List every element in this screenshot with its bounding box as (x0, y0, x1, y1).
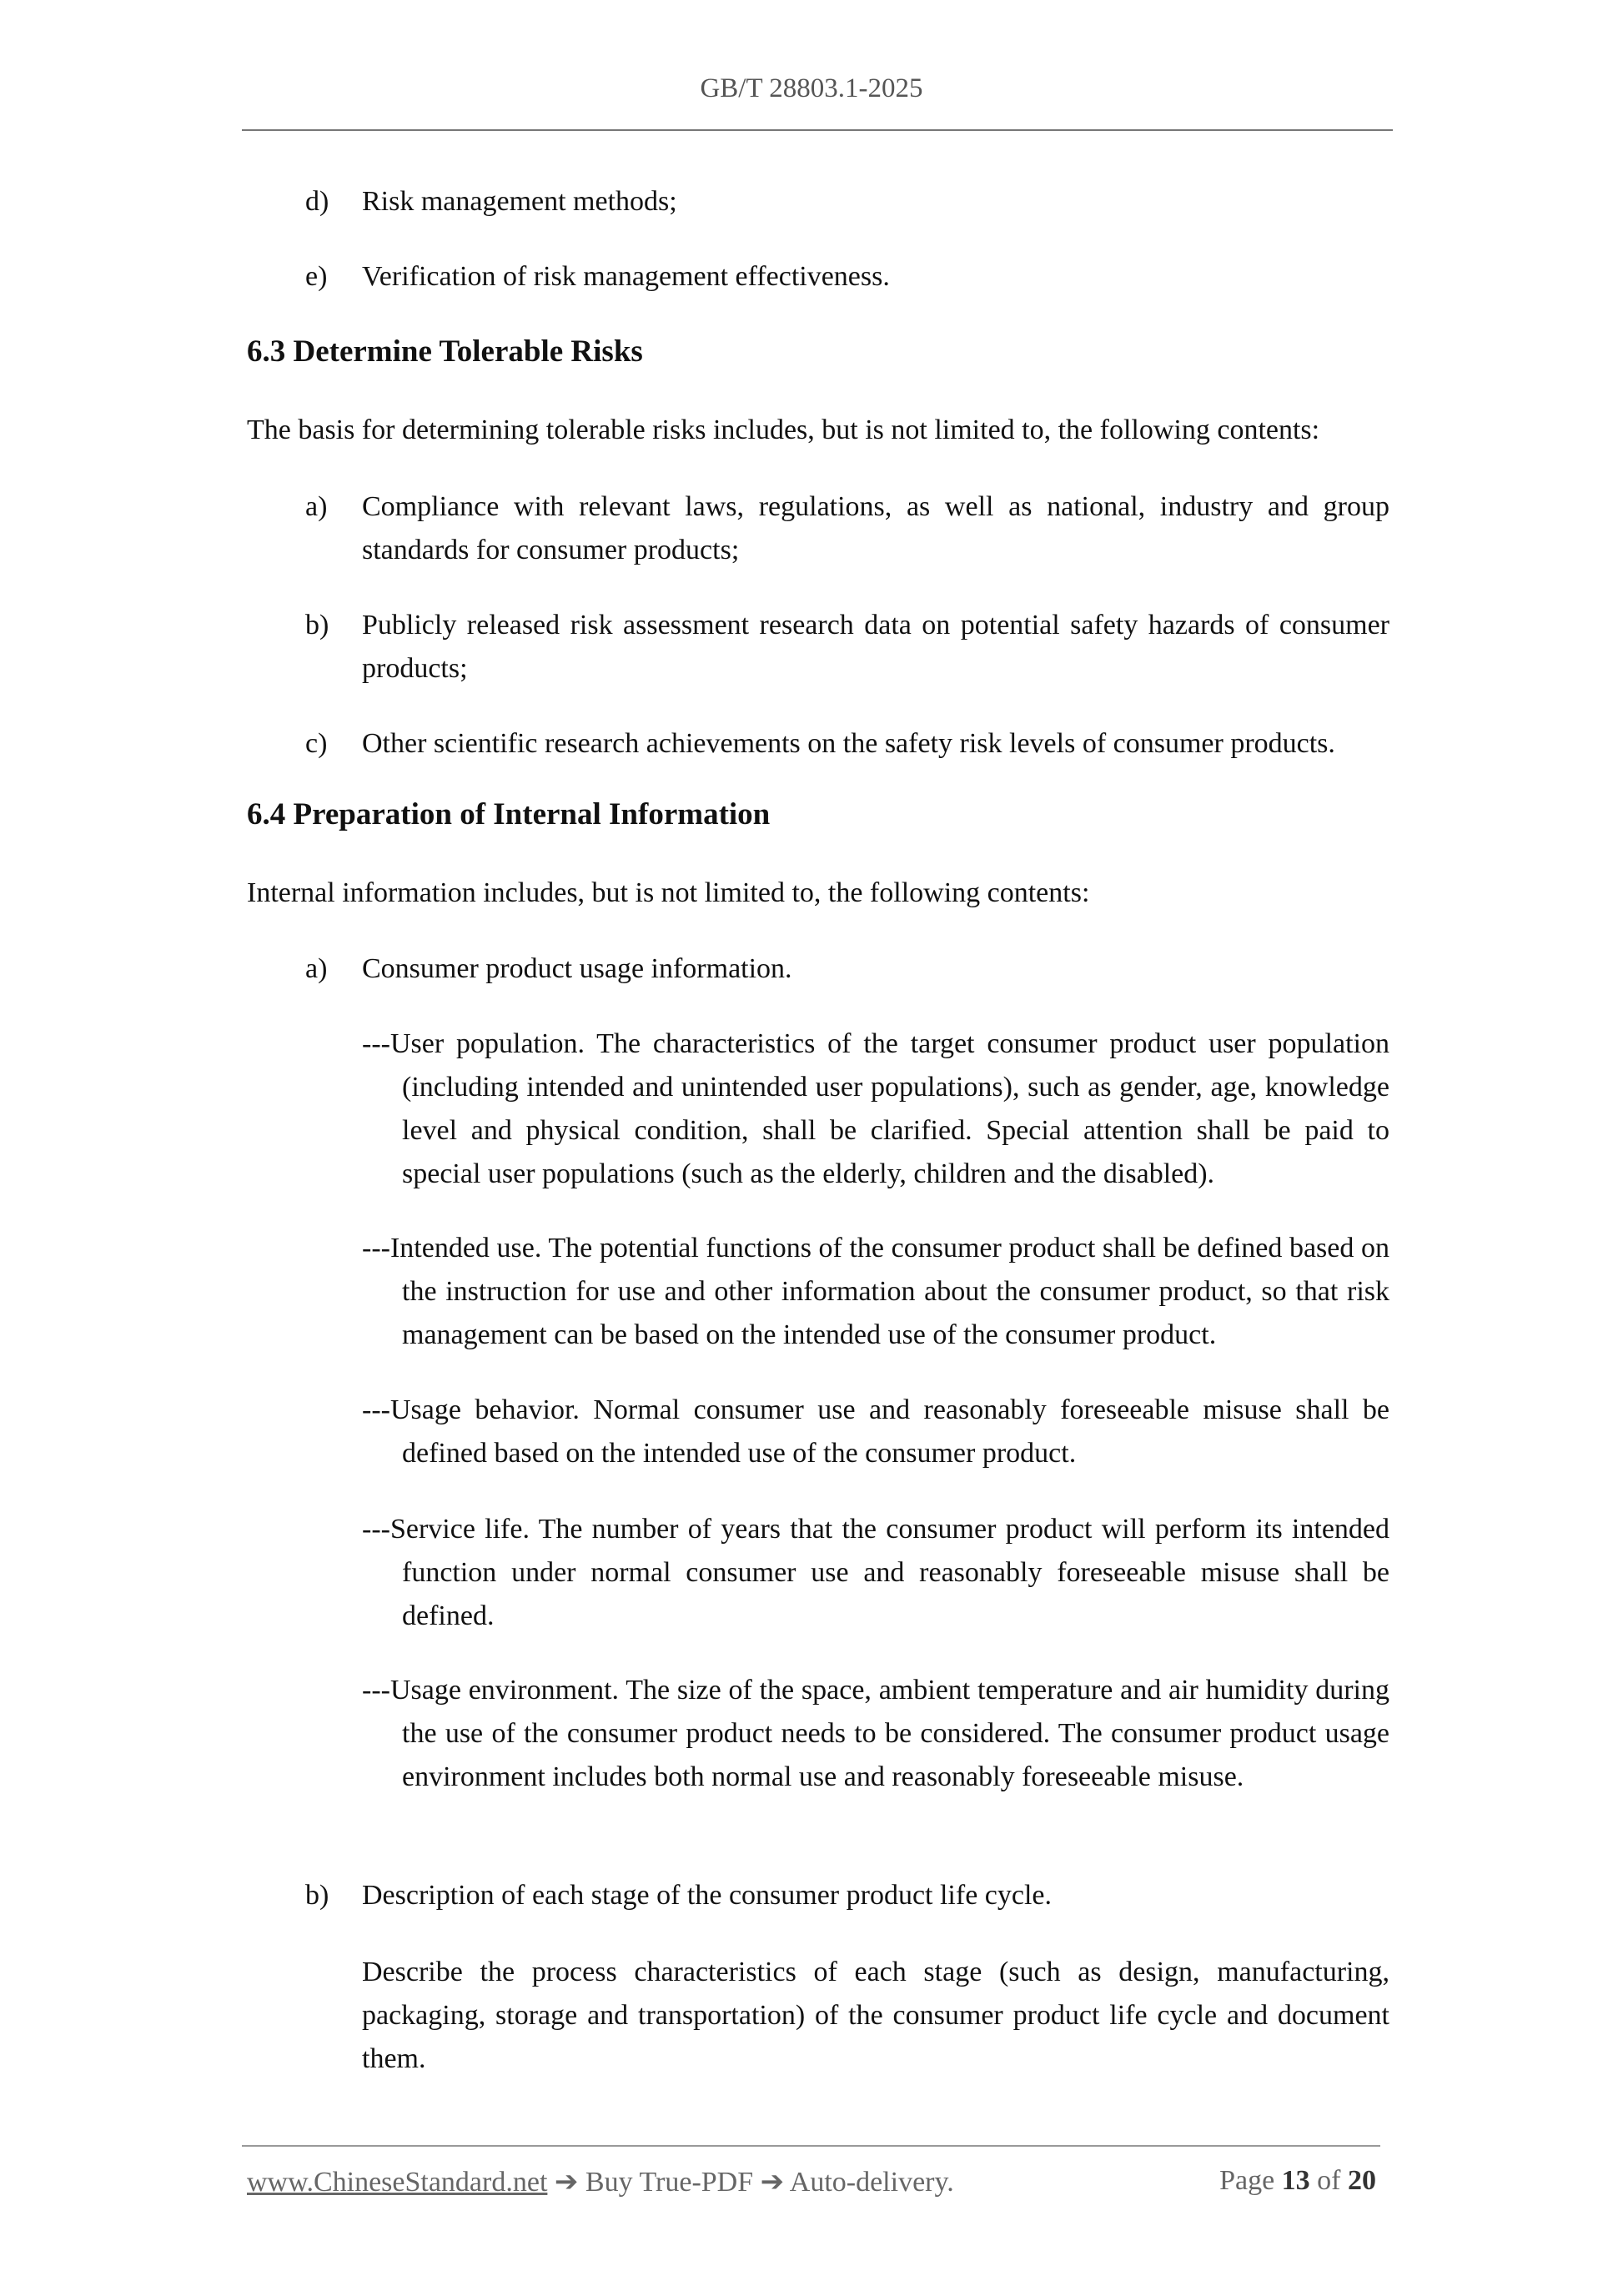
document-code: GB/T 28803.1-2025 (700, 73, 923, 103)
page-number: 13 (1281, 2165, 1310, 2196)
list-item-text: Risk management methods; (362, 186, 677, 217)
list-item-text: Verification of risk management effectiveness. (362, 261, 890, 292)
footer-divider (242, 2145, 1380, 2147)
auto-delivery-text: Auto-delivery. (789, 2167, 954, 2198)
list-item-a (305, 947, 1389, 991)
dash-item-usage-behavior: ---Usage behavior. Normal consumer use and reasonably foreseeable misuse shall be defined based on the intended use of the consumer product. (362, 1394, 1389, 1469)
list-item-e (305, 255, 1389, 299)
list-item-b (305, 1874, 1389, 1917)
section-heading-6-4: 6.4 Preparation of Internal Information (247, 797, 771, 831)
of-label: of (1317, 2165, 1341, 2196)
list-item-a (305, 485, 1389, 572)
list-marker: b) (305, 610, 329, 641)
dash-item-user-population: ---User population. The characteristics of the target consumer product user population (including intended and unintended user populations), such as gender, age, knowledge level and physical condition, shall be clarified. Special attention shall be paid to special user populations (such as the elderly, children and the disabled). (362, 1028, 1389, 1189)
list-item-c (305, 722, 1389, 766)
list-marker: c) (305, 728, 328, 759)
list-marker: b) (305, 1880, 329, 1911)
list-marker: e) (305, 261, 328, 292)
total-pages: 20 (1348, 2165, 1376, 2196)
list-marker: d) (305, 186, 329, 217)
arrow-right-icon: ➔ (760, 2167, 785, 2198)
list-item-text: Publicly released risk assessment research data on potential safety hazards of consumer products; (362, 610, 1389, 684)
footer-promo (247, 2165, 954, 2198)
dash-item-intended-use: ---Intended use. The potential functions of the consumer product shall be defined based on the instruction for use and other information about the consumer product, so that risk management can be based on the intended use of the consumer product. (362, 1233, 1389, 1350)
list-item-d (305, 180, 1389, 224)
arrow-right-icon: ➔ (554, 2167, 579, 2198)
section-heading-6-3: 6.3 Determine Tolerable Risks (247, 334, 643, 369)
list-item-text: Other scientific research achievements on the safety risk levels of consumer products. (362, 728, 1335, 759)
dash-item-usage-environment: ---Usage environment. The size of the space, ambient temperature and air humidity during the use of the consumer product needs to be considered. The consumer product usage environment includes both normal use and reasonably foreseeable misuse. (362, 1675, 1389, 1792)
buy-true-pdf-text: Buy True-PDF (585, 2167, 754, 2198)
page-indicator (1219, 2165, 1376, 2197)
list-marker: a) (305, 491, 328, 522)
header-divider (242, 129, 1393, 131)
list-marker: a) (305, 953, 328, 984)
list-item-text: Description of each stage of the consumer product life cycle. (362, 1880, 1053, 1911)
dash-item-service-life: ---Service life. The number of years that the consumer product will perform its intended function under normal consumer use and reasonably foreseeable misuse shall be defined. (362, 1514, 1389, 1631)
list-item-text: Compliance with relevant laws, regulations, as well as national, industry and group standards for consumer products; (362, 491, 1389, 565)
page-label: Page (1219, 2165, 1275, 2196)
list-item-text: Consumer product usage information. (362, 953, 792, 984)
life-cycle-description: Describe the process characteristics of each stage (such as design, manufacturing, packaging, storage and transportation) of the consumer product life cycle and document them. (362, 1957, 1389, 2074)
section-6-4-intro: Internal information includes, but is not limited to, the following contents: (247, 877, 1090, 908)
section-6-3-intro: The basis for determining tolerable risks includes, but is not limited to, the following contents: (247, 414, 1320, 445)
website-link[interactable]: www.ChineseStandard.net (247, 2167, 548, 2198)
list-item-b (305, 604, 1389, 691)
